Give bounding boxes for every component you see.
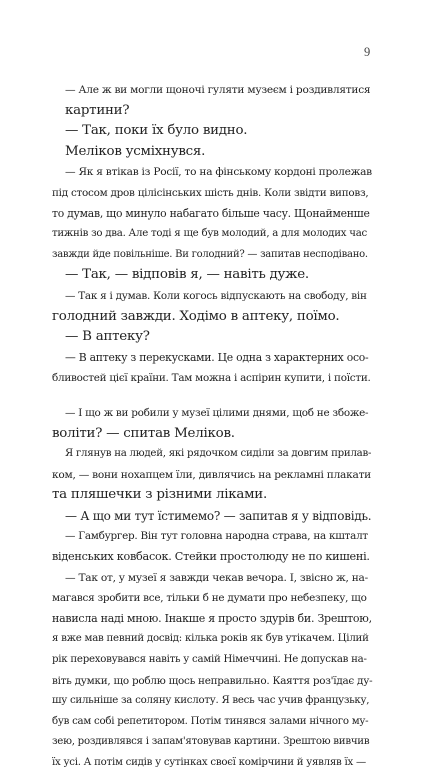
text-line: рік переховувався навіть у самій Німеччині. Не допускав на-: [52, 654, 367, 666]
text-line: ком, — вони нохапцем їли, дивлячись на рекламні плакати: [52, 468, 371, 481]
text-line: я вже мав певний досвід: кілька років як був утікачем. Цілий: [52, 633, 369, 645]
page-number: 9: [364, 45, 371, 59]
text-line: їх усі. А потім сидів у сутінках своєї комірчини й уявляв їх —: [52, 757, 366, 768]
text-line: голодний завжди. Ходімо в аптеку, поїмо.: [52, 308, 340, 324]
text-line: віть думки, що роблю щось неправильно. Каяття роз'їдає ду-: [52, 674, 373, 687]
text-section-2: [52, 403, 372, 774]
text-line: воліти? — спитав Меліков.: [52, 425, 235, 441]
text-line: то думав, що минуло набагато більше часу. Щонайменше: [52, 206, 370, 220]
text-line: — В аптеку з перекусками. Це одна з характерних осо-: [65, 350, 369, 364]
text-line: — А що ми тут їстимемо? — запитав я у відповідь.: [65, 508, 372, 523]
text-line: — В аптеку?: [65, 329, 150, 345]
text-line: Я глянув на людей, які рядочком сиділи за довгим прилав-: [65, 448, 372, 460]
text-line: — Так, поки їх було видно.: [65, 123, 248, 139]
text-line: бливостей цієї країни. Там можна і аспірин купити, і поїсти.: [52, 372, 371, 385]
text-line: нависла наді мною. Інакше я просто здурів би. Зрештою,: [52, 611, 372, 625]
text-line: був сам собі репетитором. Потім тинявся залами нічного му-: [52, 715, 369, 727]
text-line: шу сильніше за соляну кислоту. Я весь час учив французьку,: [52, 695, 370, 707]
text-line: та пляшечки з різними ліками.: [52, 487, 267, 503]
text-line: завжди йде повільніше. Ви голодний? — запитав несподівано.: [52, 248, 368, 260]
text-line: — Так от, у музеї я завжди чекав вечора. І, звісно ж, на-: [65, 571, 368, 584]
text-line: магався зробити все, тільки б не думати про небезпеку, що: [52, 592, 367, 605]
text-section-1: [52, 80, 372, 389]
text-line: — Гамбургер. Він тут головна народна страва, на кшталт: [65, 530, 368, 543]
text-line: — Так я і думав. Коли когось відпускають на свободу, він: [65, 289, 367, 302]
text-line: віденських ковбасок. Стейки простолюду не по кишені.: [52, 550, 370, 564]
text-line: тижнів зо два. Але тоді я ще був молодий, а для молодих час: [52, 228, 367, 240]
text-line: — Але ж ви могли щоночі гуляти музеєм і роздивлятися: [65, 84, 371, 96]
text-line: — І що ж ви робили у музеї цілими днями, щоб не збоже-: [65, 406, 369, 419]
text-line: — Так, — відповів я, — навіть дуже.: [65, 267, 309, 283]
body-text: [52, 80, 372, 774]
text-line: — Як я втікав із Росії, то на фінському кордоні пролежав: [65, 166, 372, 179]
section-gap: [52, 389, 372, 403]
text-line: Меліков усміхнувся.: [65, 143, 206, 159]
text-line: під стосом дров цілісінських шість днів. Коли звідти виповз,: [52, 186, 369, 199]
text-line: картини?: [65, 102, 130, 118]
text-line: зею, роздивлявся і запам'ятовував картини. Зрештою вивчив: [52, 736, 370, 748]
